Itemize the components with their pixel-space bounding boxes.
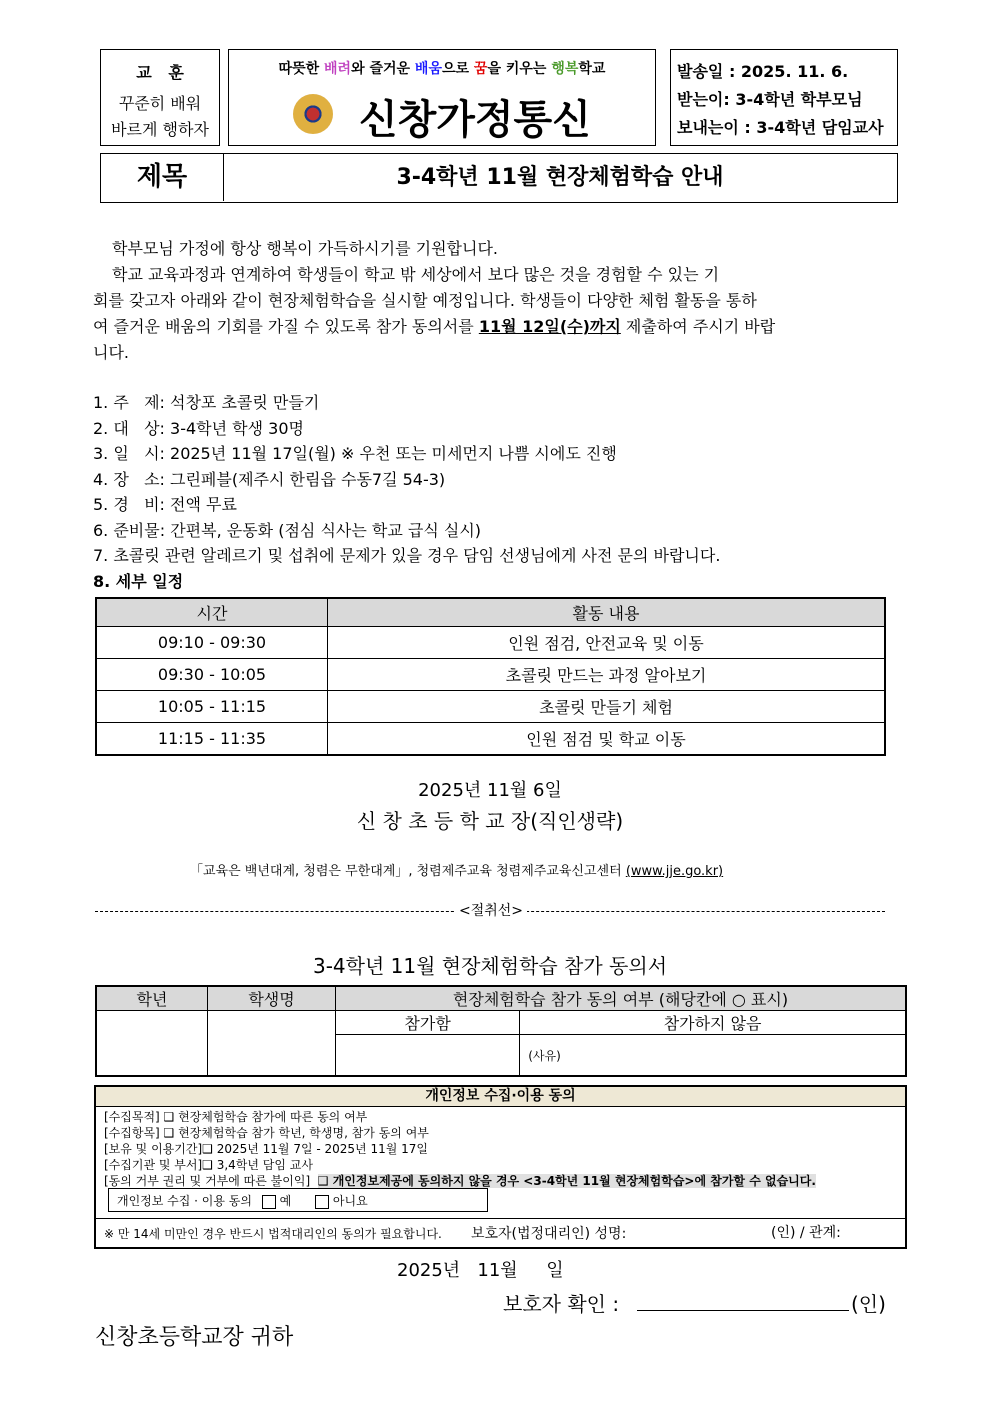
activity-cell: 인원 점검, 안전교육 및 이동 <box>328 627 886 659</box>
privacy-line: [보유 및 이용기간]❑ 2025년 11월 7일 - 2025년 11월 17일 <box>104 1142 428 1156</box>
seal-relation-label: (인) / 관계: <box>771 1225 841 1241</box>
schedule-row <box>96 627 885 659</box>
schedule-row <box>96 691 885 723</box>
item-label: 1. 주 제: <box>93 393 165 412</box>
info-item <box>93 492 237 515</box>
schedule-row <box>96 659 885 691</box>
item-value: 그린페블(제주시 한림읍 수동7길 54-3) <box>164 469 446 489</box>
refusal-note: ❑ 개인정보제공에 동의하지 않을 경우 <3-4학년 11월 현장체험학습>에 참가할 수 없습니다. <box>317 1174 816 1188</box>
col-grade: 학년 <box>96 986 208 1011</box>
motto-box <box>100 49 220 146</box>
guardian-name-label: 보호자(법정대리인) 성명: <box>470 1226 627 1242</box>
consent-title: 3-4학년 11월 현장체험학습 참가 동의서 <box>312 954 668 978</box>
deadline: 11월 12일(수)까지 <box>478 317 621 336</box>
signature-line[interactable] <box>637 1310 849 1311</box>
consent-table <box>95 985 907 1077</box>
privacy-line: [수집기관 및 부서]❑ 3,4학년 담임 교사 <box>104 1158 313 1172</box>
no-checkbox[interactable] <box>315 1195 329 1209</box>
recipient: 받는이: 3-4학년 학부모님 <box>677 90 863 109</box>
guardian-confirm-label: 보호자 확인 : <box>503 1292 620 1316</box>
item-value: 초콜릿 관련 알레르기 및 섭취에 문제가 있을 경우 담임 선생님에게 사전 문의 바랍니다. <box>108 546 721 565</box>
attend-header: 참가함 <box>336 1011 520 1035</box>
info-item <box>93 416 304 439</box>
subject-label: 제목 <box>101 154 224 201</box>
item-label: 4. 장 소: <box>93 469 165 489</box>
schedule-row <box>96 723 885 756</box>
info-item <box>93 467 445 490</box>
slogan-part: 따뜻한 <box>278 61 324 77</box>
item-label: 6. 준비물: <box>93 520 166 540</box>
intro-text: 학교 교육과정과 연계하여 학생들이 학교 밖 세상에서 보다 많은 것을 경험할 수 있는 기 <box>112 265 720 284</box>
slogan-part: 배움 <box>414 61 442 77</box>
issue-date: 2025년 11월 6일 <box>418 780 562 801</box>
item-label: 2. 대 상: <box>93 418 165 438</box>
intro-text: 여 즐거운 배움의 기회를 가질 수 있도록 참가 동의서를 <box>93 317 479 336</box>
principal: 신 창 초 등 학 교 장(직인생략) <box>356 809 624 833</box>
privacy-line: [수집목적] ❑ 현장체험학습 참가에 따른 동의 여부 <box>104 1110 368 1124</box>
activity-cell: 초콜릿 만들기 체험 <box>328 691 886 723</box>
slogan-part: 배려 <box>324 61 352 77</box>
sender-info-box <box>670 49 898 146</box>
no-label: 아니요 <box>332 1194 368 1208</box>
reason-cell[interactable]: (사유) <box>520 1035 906 1077</box>
send-date: 발송일 : 2025. 11. 6. <box>677 62 849 81</box>
minor-note: ※ 만 14세 미만인 경우 반드시 법적대리인의 동의가 필요합니다. <box>104 1227 442 1241</box>
slogan-part: 행복 <box>551 61 579 77</box>
info-item <box>93 441 617 464</box>
info-item <box>93 569 183 592</box>
grade-cell[interactable] <box>96 1011 208 1077</box>
item-value: 2025년 11월 17일(월) ※ 우천 또는 미세먼지 나쁨 시에도 진행 <box>164 444 617 463</box>
school-emblem-icon <box>293 94 333 134</box>
time-cell: 10:05 - 11:15 <box>96 691 328 723</box>
subject-title: 3-4학년 11월 현장체험학습 안내 <box>396 165 724 190</box>
item-label: 3. 일 시: <box>93 444 165 463</box>
addressee: 신창초등학교장 귀하 <box>95 1325 294 1350</box>
info-item <box>93 390 319 413</box>
info-item <box>93 543 720 566</box>
newsletter-title: 신창가정통신 <box>359 97 591 143</box>
privacy-line: [동의 거부 권리 및 거부에 따른 불이익] <box>104 1174 311 1188</box>
not-attend-header: 참가하지 않음 <box>520 1011 906 1035</box>
intro-text: 학부모님 가정에 항상 행복이 가득하시기를 기원합니다. <box>112 239 499 258</box>
privacy-box <box>94 1085 907 1249</box>
item-value: 간편복, 운동화 (점심 식사는 학교 급식 실시) <box>165 520 482 540</box>
time-cell: 09:30 - 10:05 <box>96 659 328 691</box>
item-value: 전액 무료 <box>164 495 237 514</box>
sender: 보내는이 : 3-4학년 담임교사 <box>677 118 884 137</box>
col-activity: 활동 내용 <box>328 598 886 627</box>
item-value: 3-4학년 학생 30명 <box>164 418 304 438</box>
motto-line: 꾸준히 배워 <box>118 94 202 113</box>
motto-title: 교 훈 <box>136 63 184 82</box>
agree-label: 개인정보 수집 · 이용 동의 <box>117 1194 252 1208</box>
schedule-table <box>95 597 886 756</box>
slogan-part: 으로 <box>441 61 474 77</box>
activity-cell: 인원 점검 및 학교 이동 <box>328 723 886 756</box>
slogan-part: 와 즐거운 <box>351 61 415 77</box>
cut-line-label: <절취선> <box>455 900 527 920</box>
col-time: 시간 <box>96 598 328 627</box>
privacy-title: 개인정보 수집·이용 동의 <box>96 1087 905 1107</box>
info-item <box>93 518 481 541</box>
student-cell[interactable] <box>208 1011 336 1077</box>
col-student: 학생명 <box>208 986 336 1011</box>
attend-cell[interactable] <box>336 1035 520 1077</box>
yes-label: 예 <box>279 1194 292 1208</box>
school-slogan <box>229 58 655 78</box>
title-box <box>228 49 656 146</box>
time-cell: 11:15 - 11:35 <box>96 723 328 756</box>
seal-mark: (인) <box>851 1292 886 1316</box>
intro-text: 제출하여 주시기 바랍 <box>620 317 776 336</box>
slogan-part: 꿈 <box>473 61 488 77</box>
campaign-link[interactable]: (www.jje.go.kr) <box>625 864 724 879</box>
intro-text: 니다. <box>93 343 129 362</box>
motto-line: 바르게 행하자 <box>111 120 209 139</box>
activity-cell: 초콜릿 만드는 과정 알아보기 <box>328 659 886 691</box>
yes-checkbox[interactable] <box>262 1195 276 1209</box>
col-consent: 현장체험학습 참가 동의 여부 (해당칸에 ○ 표시) <box>336 986 907 1011</box>
signature-date: 2025년 11월 일 <box>397 1260 564 1281</box>
campaign-text: 「교육은 백년대계, 청렴은 무한대계」, 청렴제주교육 청렴제주교육신고센터 <box>190 864 626 879</box>
item-value: 석창포 초콜릿 만들기 <box>164 393 320 412</box>
time-cell: 09:10 - 09:30 <box>96 627 328 659</box>
item-label: 5. 경 비: <box>93 495 165 514</box>
privacy-line: [수집항목] ❑ 현장체험학습 참가 학년, 학생명, 참가 동의 여부 <box>104 1126 429 1140</box>
item-label: 7. <box>93 546 109 565</box>
slogan-part: 을 키우는 <box>487 61 552 77</box>
item-label: 8. 세부 일정 <box>93 571 184 591</box>
intro-text: 회를 갖고자 아래와 같이 현장체험학습을 실시할 예정입니다. 학생들이 다양한 체험 활동을 통하 <box>93 291 757 310</box>
subject-box <box>100 153 898 203</box>
slogan-part: 학교 <box>578 61 606 77</box>
